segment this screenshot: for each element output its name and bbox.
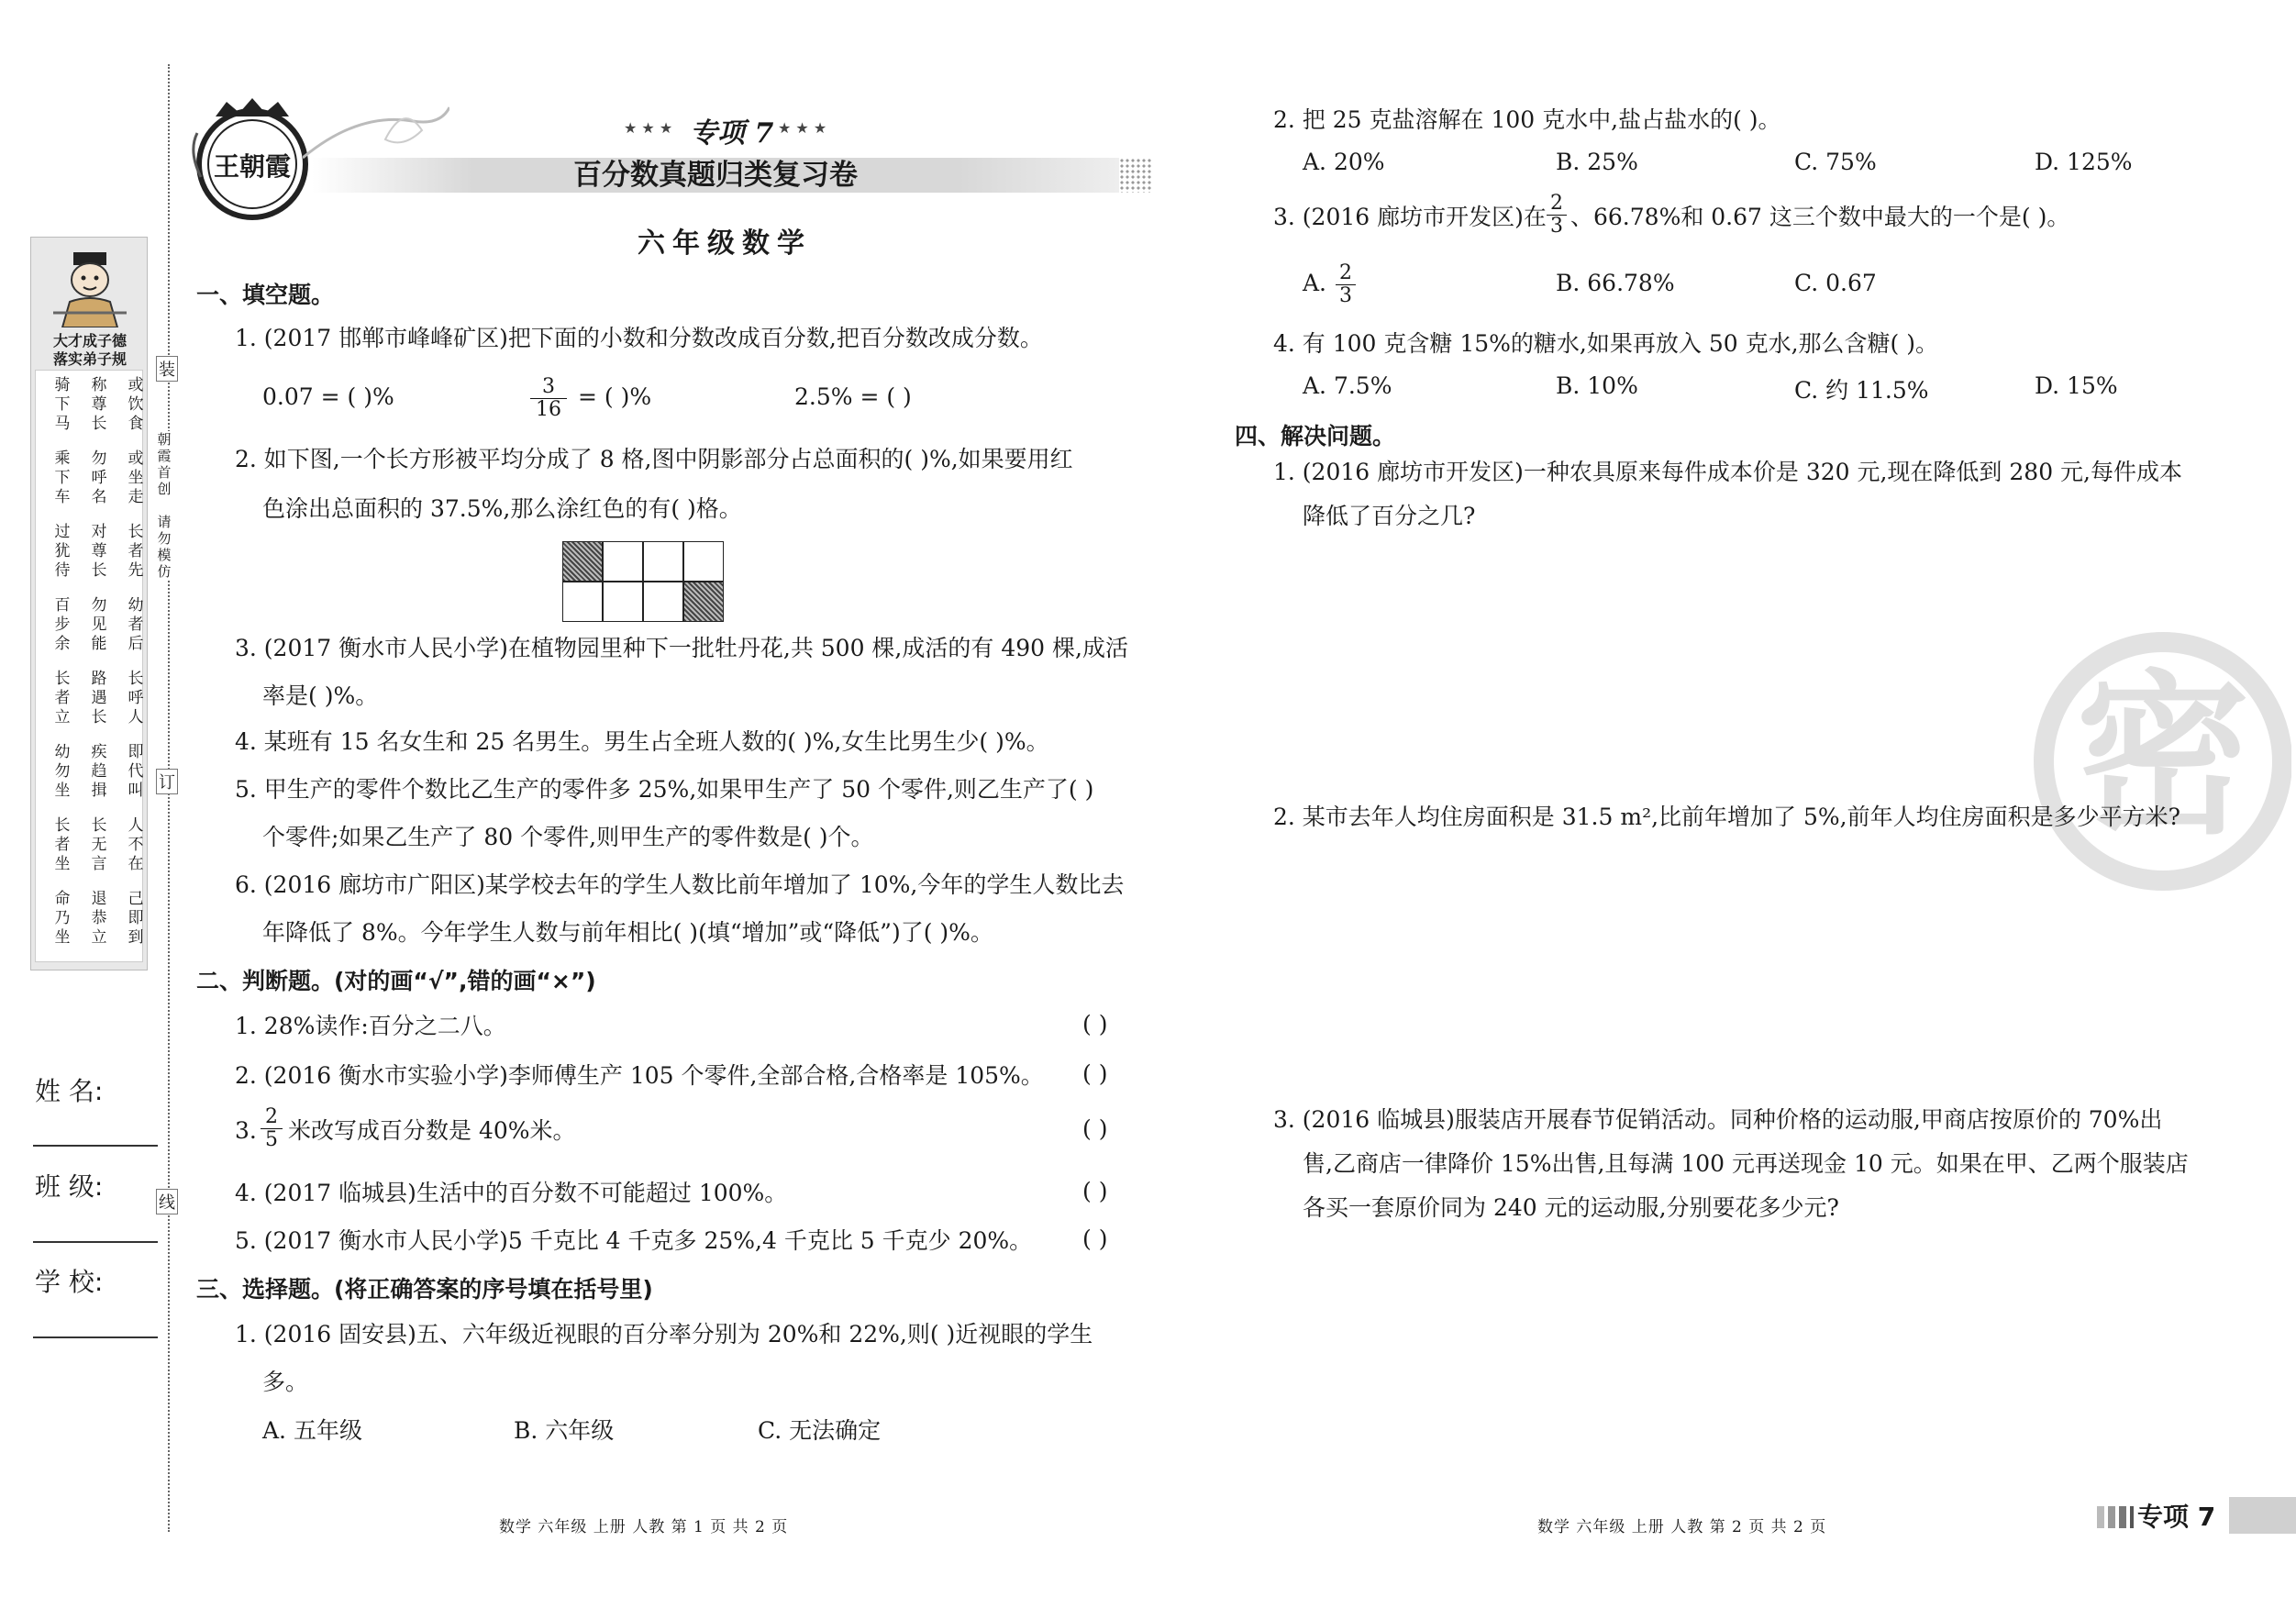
q1-5-line1: 5. 甲生产的零件个数比乙生产的零件多 25%,如果甲生产了 50 个零件,则乙生产了( ) — [235, 776, 1094, 803]
q4-2: 2. 某市去年人均住房面积是 31.5 m²,比前年增加了 5%,前年人均住房面积是多少平方米? — [1273, 804, 2180, 830]
q1-3-line2: 率是( )%。 — [262, 682, 379, 709]
footer-badge-pattern — [2097, 1506, 2134, 1528]
class-label: 班 级: — [35, 1171, 104, 1202]
school-field[interactable] — [33, 1336, 158, 1338]
q3-3-option-c[interactable]: C. 0.67 — [1794, 270, 1877, 296]
header-badge-stars-right: ★ ★ ★ — [778, 119, 827, 137]
q3-3-option-a[interactable]: A. — [1303, 270, 1327, 296]
poem-column: 命 乃 坐 — [54, 890, 71, 947]
q3-1-option-a[interactable]: A. 五年级 — [262, 1417, 362, 1444]
q3-4-option-d[interactable]: D. 15% — [2035, 372, 2118, 399]
title-bar-pattern — [1119, 158, 1152, 193]
poem-column: 骑 下 马 — [54, 376, 71, 433]
logo-text: 王朝霞 — [213, 151, 291, 182]
q4-3-line3: 各买一套原价同为 240 元的运动服,分别要花多少元? — [1303, 1194, 1839, 1221]
poem-column: 疾 趋 揖 — [91, 743, 107, 800]
q2-5: 5. (2017 衡水市人民小学)5 千克比 4 千克多 25%,4 千克比 5 千克少 20%。 — [235, 1227, 1033, 1254]
poem-column: 对 尊 长 — [91, 523, 107, 580]
q2-4: 4. (2017 临城县)生活中的百分数不可能超过 100%。 — [235, 1180, 788, 1206]
section-problem-solving-heading: 四、解决问题。 — [1235, 423, 1396, 449]
scholar-avatar-icon — [53, 249, 127, 327]
q2-4-answer[interactable]: ( ) — [1082, 1178, 1108, 1204]
q3-2-option-a[interactable]: A. 20% — [1303, 149, 1385, 175]
header-badge-stars-left: ★ ★ ★ — [624, 119, 673, 137]
page-title: 百分数真题归类复习卷 — [573, 159, 858, 192]
grid-cell — [643, 582, 683, 622]
name-label: 姓 名: — [35, 1076, 104, 1106]
section-choice-heading: 三、选择题。(将正确答案的序号填在括号里) — [196, 1276, 653, 1303]
q2-2-answer[interactable]: ( ) — [1082, 1060, 1108, 1087]
footer-left: 数学 六年级 上册 人教 第 1 页 共 2 页 — [499, 1518, 789, 1536]
q3-4-option-b[interactable]: B. 10% — [1556, 372, 1638, 399]
q1-1-text: 1. (2017 邯郸市峰峰矿区)把下面的小数和分数改成百分数,把百分数改成分数。 — [235, 325, 1043, 351]
q1-1-b[interactable]: = ( )% — [578, 383, 652, 410]
q1-3-line1: 3. (2017 衡水市人民小学)在植物园里种下一批牡丹花,共 500 棵,成活的有 490 棵,成活 — [235, 635, 1128, 661]
q4-3-line2: 售,乙商店一律降价 15%出售,且每满 100 元再送现金 10 元。如果在甲、乙两个服装店 — [1303, 1150, 2189, 1177]
q3-3-post: 、66.78%和 0.67 这三个数中最大的一个是( )。 — [1570, 204, 2070, 230]
poem-column: 路 遇 长 — [91, 670, 107, 726]
binding-mark-zhuang: 装 — [156, 356, 178, 382]
q1-1-b-fraction: $\frac{3}{16}$ — [530, 376, 567, 421]
poem-column: 乘 下 车 — [54, 449, 71, 506]
grid-cell — [562, 582, 603, 622]
q2-5-answer[interactable]: ( ) — [1082, 1225, 1108, 1252]
poem-column: 幼 勿 坐 — [54, 743, 71, 800]
footer-right: 数学 六年级 上册 人教 第 2 页 共 2 页 — [1537, 1518, 1827, 1536]
footer-badge: 专项 7 — [2137, 1502, 2216, 1532]
q1-4: 4. 某班有 15 名女生和 25 名男生。男生占全班人数的( )%,女生比男生少( )%。 — [235, 728, 1049, 755]
q2-3-text: 米改写成百分数是 40%米。 — [288, 1117, 576, 1144]
poem-column: 长 呼 人 — [128, 670, 144, 726]
q1-6-line1: 6. (2016 廊坊市广阳区)某学校去年的学生人数比前年增加了 10%,今年的学生人数比去 — [235, 871, 1125, 898]
binding-notice: 朝 霞 首 创 请 勿 模 仿 — [153, 431, 175, 580]
section-true-false-heading: 二、判断题。(对的画“√”,错的画“×”) — [196, 968, 596, 994]
q1-6-line2: 年降低了 8%。今年学生人数与前年相比( )(填“增加”或“降低”)了( )%。 — [262, 919, 993, 946]
poem-column: 长 者 立 — [54, 670, 71, 726]
q3-1-line1: 1. (2016 固安县)五、六年级近视眼的百分率分别为 20%和 22%,则( )近视眼的学生 — [235, 1321, 1093, 1347]
poem-column: 长 者 坐 — [54, 816, 71, 873]
class-field[interactable] — [33, 1241, 158, 1243]
motto-line-2: 落实弟子规 — [52, 350, 127, 368]
poem-column: 勿 见 能 — [91, 596, 107, 653]
q3-4-option-a[interactable]: A. 7.5% — [1303, 372, 1392, 399]
q3-4: 4. 有 100 克含糖 15%的糖水,如果再放入 50 克水,那么含糖( )。 — [1273, 330, 1938, 357]
q4-1-line1: 1. (2016 廊坊市开发区)一种农具原来每件成本价是 320 元,现在降低到 280 元,每件成本 — [1273, 459, 2182, 485]
q1-1-c[interactable]: 2.5% = ( ) — [794, 383, 912, 410]
motto-line-1: 大才成子德 — [52, 332, 127, 349]
rectangle-grid-figure — [562, 541, 724, 622]
poem-column: 幼 者 后 — [128, 596, 144, 653]
q3-1-line2: 多。 — [262, 1369, 309, 1395]
grid-cell — [643, 541, 683, 582]
q4-1-line2: 降低了百分之几? — [1303, 503, 1476, 529]
grid-cell-shaded — [562, 541, 603, 582]
q3-2-option-d[interactable]: D. 125% — [2035, 149, 2133, 175]
q3-4-option-c[interactable]: C. 约 11.5% — [1794, 377, 1929, 404]
binding-mark-xian: 线 — [156, 1189, 178, 1214]
poem-column: 长 无 言 — [91, 816, 107, 873]
poem-column: 勿 呼 名 — [91, 449, 107, 506]
q1-1-a[interactable]: 0.07 = ( )% — [262, 383, 394, 410]
q2-1: 1. 28%读作:百分之二八。 — [235, 1013, 506, 1039]
name-field[interactable] — [33, 1145, 158, 1147]
grid-cell — [683, 541, 724, 582]
q3-2-option-c[interactable]: C. 75% — [1794, 149, 1877, 175]
q3-3-pre: 3. (2016 廊坊市开发区)在 — [1273, 204, 1547, 230]
poem-column: 己 即 到 — [128, 890, 144, 947]
q3-3-option-a-fraction: $\frac{2}{3}$ — [1336, 262, 1356, 307]
q1-2-line1: 2. 如下图,一个长方形被平均分成了 8 格,图中阴影部分占总面积的( )%,如果要用红 — [235, 446, 1073, 472]
poem-column: 百 步 余 — [54, 596, 71, 653]
poem-column: 退 恭 立 — [91, 890, 107, 947]
poem-column: 或 饮 食 — [128, 376, 144, 433]
poem-column: 即 代 叫 — [128, 743, 144, 800]
q2-3-num: 3. — [235, 1117, 257, 1144]
poem-column: 人 不 在 — [128, 816, 144, 873]
grid-cell — [603, 582, 643, 622]
poem-column: 长 者 先 — [128, 523, 144, 580]
q2-2: 2. (2016 衡水市实验小学)李师傅生产 105 个零件,全部合格,合格率是 105%。 — [235, 1062, 1044, 1089]
q3-3-option-b[interactable]: B. 66.78% — [1556, 270, 1675, 296]
binding-mark-ding: 订 — [156, 769, 178, 794]
footer-badge-bar — [2229, 1497, 2296, 1534]
section-fill-blank-heading: 一、填空题。 — [196, 282, 335, 308]
poem-column: 称 尊 长 — [91, 376, 107, 433]
q3-2: 2. 把 25 克盐溶解在 100 克水中,盐占盐水的( )。 — [1273, 106, 1781, 133]
header-badge: 专项 7 — [690, 117, 774, 150]
grid-cell — [603, 541, 643, 582]
svg-text:密: 密 — [2075, 655, 2251, 858]
q2-3-answer[interactable]: ( ) — [1082, 1115, 1108, 1142]
q2-1-answer[interactable]: ( ) — [1082, 1011, 1108, 1037]
poem-column: 或 坐 走 — [128, 449, 144, 506]
q3-2-option-b[interactable]: B. 25% — [1556, 149, 1638, 175]
q3-1-option-b[interactable]: B. 六年级 — [514, 1417, 615, 1444]
confidential-watermark — [2025, 615, 2291, 908]
q1-2-line2: 色涂出总面积的 37.5%,那么涂红色的有( )格。 — [262, 495, 742, 522]
poem-column: 过 犹 待 — [54, 523, 71, 580]
q1-5-line2: 个零件;如果乙生产了 80 个零件,则甲生产的零件数是( )个。 — [262, 824, 874, 850]
q3-1-option-c[interactable]: C. 无法确定 — [758, 1417, 882, 1444]
q4-3-line1: 3. (2016 临城县)服装店开展春节促销活动。同种价格的运动服,甲商店按原价的 70%出 — [1273, 1106, 2163, 1133]
page-subtitle: 六年级数学 — [638, 227, 812, 260]
grid-cell-shaded — [683, 582, 724, 622]
q3-3-fraction: $\frac{2}{3}$ — [1547, 193, 1567, 238]
q2-3-fraction: $\frac{2}{5}$ — [261, 1106, 283, 1151]
school-label: 学 校: — [35, 1267, 104, 1297]
binding-dotted-line — [168, 64, 170, 1532]
